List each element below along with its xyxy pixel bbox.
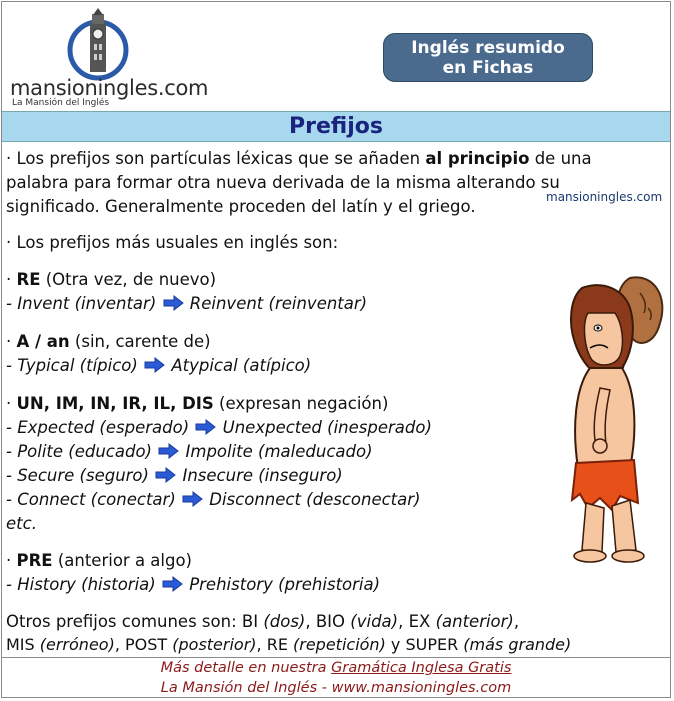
intro-line-3: significado. Generalmente proceden del latín y el griego. <box>6 197 476 216</box>
series-badge <box>383 33 593 82</box>
arrow-right-icon <box>144 357 165 373</box>
prefix-heading-pre: · PRE (anterior a algo) <box>6 551 192 570</box>
example-row: - Secure (seguro) Insecure (inseguro) <box>6 466 343 485</box>
example-row: - Expected (esperado) Unexpected (inesperado) <box>6 418 432 437</box>
arrow-right-icon <box>163 295 184 311</box>
arrow-right-icon <box>155 467 176 483</box>
grammar-link[interactable]: Gramática Inglesa Gratis <box>331 660 512 676</box>
header <box>2 2 670 110</box>
logo-subtitle: La Mansión del Inglés <box>12 98 110 108</box>
badge-line-2: en Fichas <box>442 58 534 78</box>
title-band <box>2 111 670 142</box>
intro-line-2: palabra para formar otra nueva derivada de la misma alterando su <box>6 173 560 192</box>
watermark: mansioningles.com <box>546 190 663 204</box>
example-row: - Connect (conectar) Disconnect (desconectar) <box>6 490 421 509</box>
footer-line-1: Más detalle en nuestra Gramática Inglesa Gratis <box>160 660 512 676</box>
example-row: - History (historia) Prehistory (prehistoria) <box>6 575 381 594</box>
example-row: - Polite (educado) Impolite (maleducado) <box>6 442 373 461</box>
footer <box>2 657 670 699</box>
prefix-heading-re: · RE (Otra vez, de nuevo) <box>6 270 217 289</box>
arrow-right-icon <box>158 443 179 459</box>
other-prefixes-line-1: Otros prefijos comunes son: BI (dos), BIO (vida), EX (anterior), <box>6 612 520 631</box>
tower-logo-icon <box>66 8 130 84</box>
etc-text: etc. <box>6 514 37 533</box>
usual-prefixes-heading: · Los prefijos más usuales en inglés son: <box>6 233 339 252</box>
intro-line-1: · Los prefijos son partículas léxicas que se añaden al principio de una <box>6 149 592 168</box>
footer-line-2: La Mansión del Inglés - www.mansioningles.com <box>160 680 512 696</box>
caveman-illustration <box>560 268 670 568</box>
logo-text: mansioningles.com <box>10 76 209 100</box>
page-title: Prefijos <box>289 114 383 139</box>
intro-bold: al principio <box>425 149 530 168</box>
example-row: - Invent (inventar) Reinvent (reinventar) <box>6 294 368 313</box>
badge-line-1: Inglés resumido <box>411 38 565 58</box>
prefix-heading-negation: · UN, IM, IN, IR, IL, DIS (expresan negación) <box>6 394 389 413</box>
other-prefixes-line-2: MIS (erróneo), POST (posterior), RE (repetición) y SUPER (más grande) <box>6 635 572 654</box>
arrow-right-icon <box>162 576 183 592</box>
prefix-heading-a-an: · A / an (sin, carente de) <box>6 332 211 351</box>
example-row: - Typical (típico) Atypical (atípico) <box>6 356 312 375</box>
arrow-right-icon <box>195 419 216 435</box>
arrow-right-icon <box>182 491 203 507</box>
